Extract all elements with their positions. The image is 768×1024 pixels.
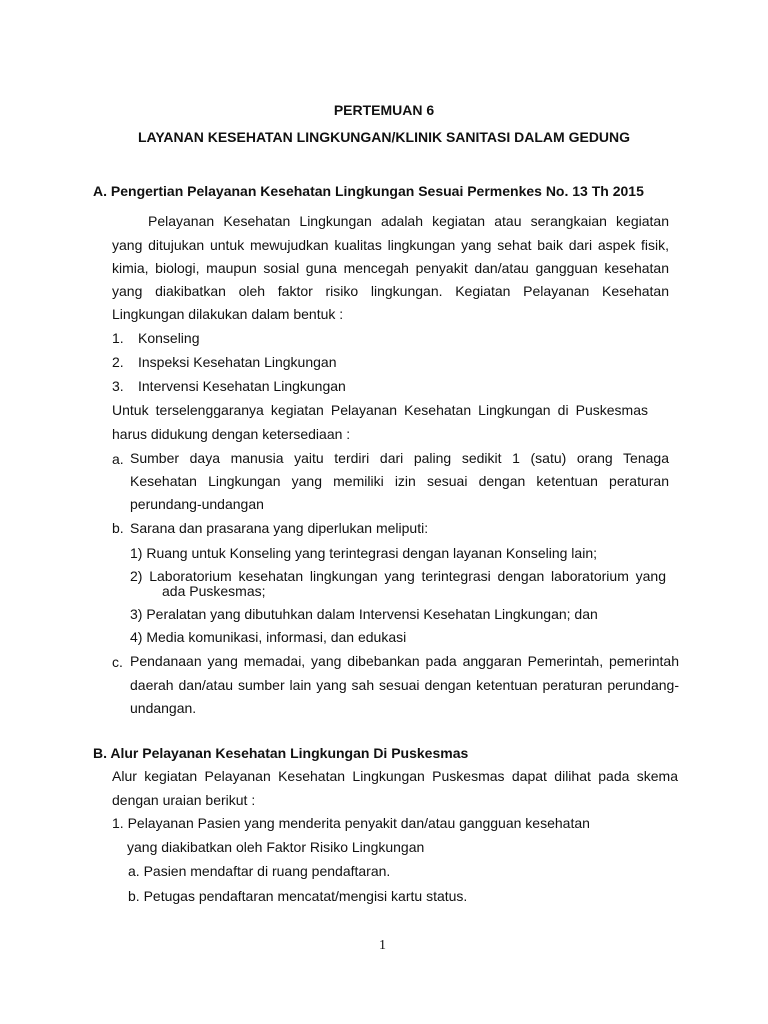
list-item-number: 1.: [112, 330, 124, 346]
section-a-para1-line: Pelayanan Kesehatan Lingkungan adalah kegiatan atau serangkaian kegiatan: [148, 213, 669, 229]
document-title: PERTEMUAN 6: [333, 102, 435, 118]
section-a-para1-line: Lingkungan dilakukan dalam bentuk :: [112, 306, 344, 322]
section-b-intro-line: Alur kegiatan Pelayanan Kesehatan Lingkungan Puskesmas dapat dilihat pada skema: [112, 768, 678, 784]
item-a-line: Sumber daya manusia yaitu terdiri dari paling sedikit 1 (satu) orang Tenaga: [130, 450, 669, 466]
item-b-sub: 3) Peralatan yang dibutuhkan dalam Intervensi Kesehatan Lingkungan; dan: [130, 606, 598, 622]
item-b-sub: ada Puskesmas;: [162, 583, 266, 599]
section-b-substep: b. Petugas pendaftaran mencatat/mengisi kartu status.: [128, 888, 468, 904]
page-number: 1: [379, 938, 386, 953]
section-b-step-line: yang diakibatkan oleh Faktor Risiko Lingkungan: [127, 839, 425, 855]
list-marker: c.: [112, 654, 123, 670]
list-item-text: Konseling: [138, 330, 200, 346]
item-a-line: Kesehatan Lingkungan yang memiliki izin sesuai dengan ketentuan peraturan: [130, 473, 669, 489]
list-item-number: 3.: [112, 378, 124, 394]
list-item-text: Inspeksi Kesehatan Lingkungan: [138, 354, 337, 370]
section-a-heading: A. Pengertian Pelayanan Kesehatan Lingkungan Sesuai Permenkes No. 13 Th 2015: [93, 183, 644, 199]
item-b-sub: 4) Media komunikasi, informasi, dan edukasi: [130, 629, 407, 645]
item-b-text: Sarana dan prasarana yang diperlukan meliputi:: [130, 520, 429, 536]
section-b-substep: a. Pasien mendaftar di ruang pendaftaran.: [128, 863, 391, 879]
list-item-text: Intervensi Kesehatan Lingkungan: [138, 378, 346, 394]
section-a-para1-line: yang diakibatkan oleh faktor risiko lingkungan. Kegiatan Pelayanan Kesehatan: [112, 283, 669, 299]
item-c-line: daerah dan/atau sumber lain yang sah sesuai dengan ketentuan peraturan perundang-: [130, 677, 679, 693]
section-a-para2-line: harus didukung dengan ketersediaan :: [112, 426, 351, 442]
item-c-line: Pendanaan yang memadai, yang dibebankan pada anggaran Pemerintah, pemerintah: [130, 653, 679, 669]
item-c-line: undangan.: [130, 700, 197, 716]
document-subtitle: LAYANAN KESEHATAN LINGKUNGAN/KLINIK SANITASI DALAM GEDUNG: [137, 129, 631, 145]
section-a-para2-line: Untuk terselenggaranya kegiatan Pelayanan Kesehatan Lingkungan di Puskesmas: [112, 402, 648, 418]
section-a-para1-line: kimia, biologi, maupun sosial guna mencegah penyakit dan/atau gangguan kesehatan: [112, 260, 669, 276]
item-b-sub: 1) Ruang untuk Konseling yang terintegrasi dengan layanan Konseling lain;: [130, 545, 597, 561]
section-b-intro-line: dengan uraian berikut :: [112, 792, 256, 808]
item-a-line: perundang-undangan: [130, 496, 264, 512]
list-marker: a.: [112, 451, 124, 467]
section-b-heading: B. Alur Pelayanan Kesehatan Lingkungan Di Puskesmas: [93, 745, 469, 761]
list-marker: b.: [112, 520, 124, 536]
section-b-step-line: 1. Pelayanan Pasien yang menderita penyakit dan/atau gangguan kesehatan: [112, 815, 590, 831]
list-item-number: 2.: [112, 354, 124, 370]
item-b-sub: 2) Laboratorium kesehatan lingkungan yang terintegrasi dengan laboratorium yang: [130, 568, 666, 584]
section-a-para1-line: yang ditujukan untuk mewujudkan kualitas lingkungan yang sehat baik dari aspek fisik,: [112, 237, 669, 253]
